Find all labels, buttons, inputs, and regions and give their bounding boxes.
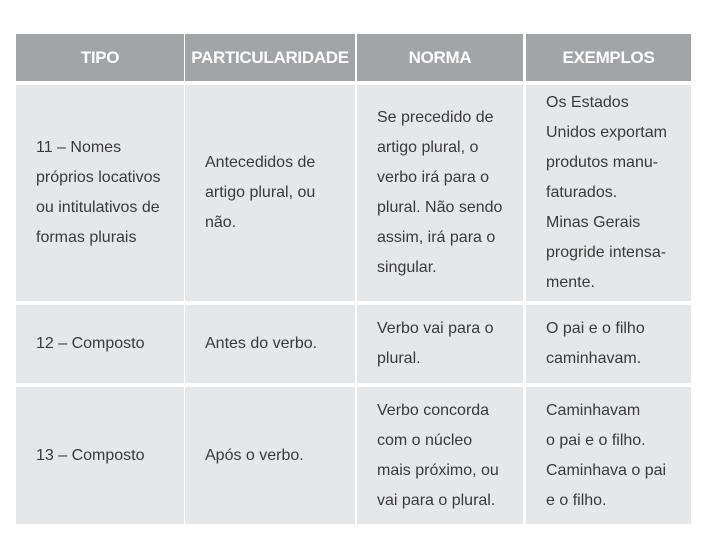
cell-text: 13 – Composto bbox=[36, 446, 145, 464]
table-cell-particularidade bbox=[185, 305, 355, 383]
table-cell-tipo bbox=[16, 85, 184, 301]
header-exemplos: EXEMPLOS bbox=[526, 34, 691, 81]
table-cell-tipo bbox=[16, 387, 184, 524]
cell-text: 11 – Nomes próprios locativos ou intitulativos de formas plurais bbox=[36, 139, 161, 246]
cell-text: Após o verbo. bbox=[205, 446, 304, 464]
table-cell-particularidade bbox=[185, 387, 355, 524]
table-cell-exemplos bbox=[526, 305, 691, 383]
cell-text: Caminhavam o pai e o filho. Caminhava o pai e o filho. bbox=[546, 401, 667, 509]
header-tipo: TIPO bbox=[16, 34, 184, 81]
header-norma: NORMA bbox=[357, 34, 523, 81]
table-cell-norma bbox=[357, 387, 523, 524]
cell-text: Se precedido de artigo plural, o verbo irá para o plural. Não sendo assim, irá para o singular. bbox=[377, 109, 503, 276]
cell-text: Os Estados Unidos exportam produtos manu- faturados. Minas Gerais progride intensa- mente. bbox=[546, 94, 667, 291]
table-cell-exemplos bbox=[526, 387, 691, 524]
table-cell-exemplos bbox=[526, 85, 691, 301]
cell-text: Verbo concorda com o núcleo mais próximo, ou vai para o plural. bbox=[377, 401, 499, 509]
cell-text: 12 – Composto bbox=[36, 335, 145, 352]
cell-text: O pai e o filho caminhavam. bbox=[546, 320, 645, 367]
cell-text: Verbo vai para o plural. bbox=[377, 320, 494, 367]
cell-text: Antes do verbo. bbox=[205, 335, 318, 352]
table-cell-norma bbox=[357, 305, 523, 383]
table-cell-particularidade bbox=[185, 85, 355, 301]
header-particularidade: PARTICULARIDADE bbox=[185, 34, 355, 81]
table-cell-tipo bbox=[16, 305, 184, 383]
cell-text: Antecedidos de artigo plural, ou não. bbox=[205, 154, 316, 231]
table-cell-norma bbox=[357, 85, 523, 301]
